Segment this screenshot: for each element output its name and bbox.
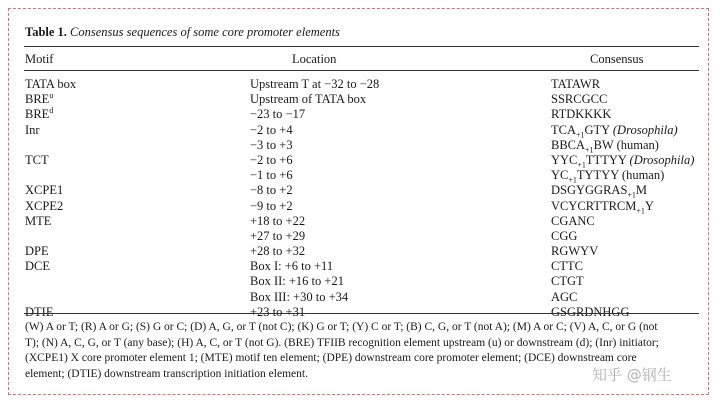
motif-cell: [25, 183, 63, 198]
location-cell: −8 to +2: [250, 183, 293, 198]
table-label: Table 1.: [25, 25, 67, 39]
motif-cell: [25, 153, 49, 168]
consensus-cell: [551, 153, 694, 168]
motif-text: BRE: [25, 92, 50, 107]
footnote-line: (XCPE1) X core promoter element 1; (MTE) motif ten element; (DPE) downstream core promoter element; (DCE) downstream core: [25, 352, 637, 365]
table-row: [0, 274, 720, 289]
motif-text: DPE: [25, 244, 49, 259]
motif-cell: [25, 123, 40, 138]
table-row: [0, 77, 720, 92]
location-cell: Box II: +16 to +21: [250, 274, 344, 289]
location-cell: Upstream of TATA box: [250, 92, 367, 107]
table-row: [0, 168, 720, 183]
table-body: [0, 77, 720, 320]
table-row: [0, 107, 720, 122]
consensus-cell: [551, 183, 647, 198]
consensus-cell: [551, 199, 654, 214]
column-header-location: Location: [292, 52, 337, 66]
table-row: [0, 92, 720, 107]
location-cell: −9 to +2: [250, 198, 293, 213]
consensus-cell: AGC: [551, 289, 578, 304]
consensus-suffix: BW (human): [593, 137, 659, 152]
table-row: [0, 229, 720, 244]
motif-text: TATA box: [25, 77, 77, 91]
consensus-subscript: +1: [627, 190, 636, 200]
consensus-subscript: +1: [585, 145, 594, 155]
table-top-rule: [24, 46, 699, 47]
location-cell: −1 to +6: [250, 168, 293, 183]
consensus-subscript: +1: [577, 160, 586, 170]
motif-cell: [25, 107, 53, 122]
motif-cell: [25, 92, 53, 107]
motif-cell: [25, 259, 50, 274]
consensus-cell: CGANC: [551, 213, 595, 228]
motif-text: BRE: [25, 107, 50, 122]
motif-cell: [25, 244, 49, 259]
consensus-suffix: TTTYY: [585, 152, 630, 167]
location-cell: +28 to +32: [250, 244, 306, 259]
consensus-species-note: (Drosophila): [629, 152, 695, 167]
table-title: Consensus sequences of some core promoter elements: [70, 25, 340, 39]
consensus-suffix: M: [635, 183, 648, 198]
table-bottom-rule: [24, 313, 699, 314]
consensus-suffix: GTY: [584, 122, 613, 137]
motif-superscript: u: [49, 91, 54, 101]
watermark: 知乎 @钢生: [592, 366, 672, 384]
location-cell: −23 to −17: [250, 107, 306, 122]
consensus-suffix: TYTYY (human): [576, 168, 665, 183]
location-cell: Box III: +30 to +34: [250, 289, 349, 304]
consensus-prefix: VCYCRTTRCM: [551, 198, 637, 213]
table-caption: [25, 25, 340, 40]
consensus-cell: CTTC: [551, 259, 583, 274]
motif-superscript: d: [49, 106, 54, 116]
consensus-cell: RGWYV: [551, 244, 599, 259]
motif-text: MTE: [25, 213, 52, 228]
consensus-prefix: YC: [551, 168, 569, 183]
consensus-prefix: YYC: [551, 152, 578, 167]
location-cell: Box I: +6 to +11: [250, 259, 334, 274]
footnote-line: (W) A or T; (R) A or G; (S) G or C; (D) A, G, or T (not C); (K) G or T; (Y) C or T; (B) C, G, or T (not A); (M) A or C; (V) A, C, or G (not: [25, 321, 658, 333]
consensus-cell: CGG: [551, 228, 578, 243]
consensus-cell: CTGT: [551, 274, 584, 289]
motif-text: XCPE2: [25, 198, 64, 213]
consensus-cell: [551, 123, 678, 138]
footnote-line: element; (DTIE) downstream transcription initiation element.: [25, 367, 308, 380]
table-row: [0, 183, 720, 198]
consensus-prefix: BBCA: [551, 137, 586, 152]
column-header-consensus: Consensus: [590, 52, 644, 66]
location-cell: Upstream T at −32 to −28: [250, 77, 380, 91]
motif-text: Inr: [25, 122, 40, 137]
motif-text: DTIE: [25, 304, 54, 319]
consensus-cell: [551, 168, 664, 183]
footnote-line: T); (N) A, C, G, or T (any base); (H) A, C, or T (not G). (BRE) TFIIB recognition element upstream (u) or downstream (d); (Inr) initiator;: [25, 336, 659, 349]
table-row: [0, 214, 720, 229]
consensus-cell: [551, 138, 659, 153]
motif-cell: [25, 77, 76, 92]
column-header-motif: Motif: [25, 52, 54, 66]
location-cell: −2 to +6: [250, 152, 293, 167]
location-cell: −3 to +3: [250, 137, 293, 152]
consensus-species-note: (Drosophila): [612, 122, 678, 137]
table-row: [0, 259, 720, 274]
consensus-prefix: DSGYGGRAS: [551, 183, 628, 198]
consensus-subscript: +1: [568, 175, 577, 185]
motif-cell: [25, 214, 51, 229]
consensus-cell: RTDKKKK: [551, 107, 612, 122]
location-cell: +18 to +22: [250, 213, 306, 228]
consensus-subscript: +1: [636, 206, 645, 215]
motif-text: TCT: [25, 152, 49, 167]
motif-text: DCE: [25, 259, 50, 274]
table-row: [0, 138, 720, 153]
table-row: [0, 123, 720, 138]
table-row: [0, 199, 720, 214]
consensus-suffix: Y: [644, 198, 654, 213]
consensus-cell: SSRCGCC: [551, 92, 608, 107]
motif-cell: [25, 199, 63, 214]
table-row: [0, 244, 720, 259]
table-row: [0, 290, 720, 305]
motif-text: XCPE1: [25, 183, 64, 198]
location-cell: −2 to +4: [250, 122, 293, 137]
table-row: [0, 153, 720, 168]
consensus-prefix: TCA: [551, 122, 576, 137]
consensus-cell: TATAWR: [551, 77, 601, 91]
table-header-rule: [24, 70, 699, 71]
consensus-subscript: +1: [576, 130, 585, 140]
location-cell: +27 to +29: [250, 228, 306, 243]
location-cell: +23 to +31: [250, 304, 306, 319]
consensus-cell: GSGRDNHGG: [551, 304, 630, 319]
